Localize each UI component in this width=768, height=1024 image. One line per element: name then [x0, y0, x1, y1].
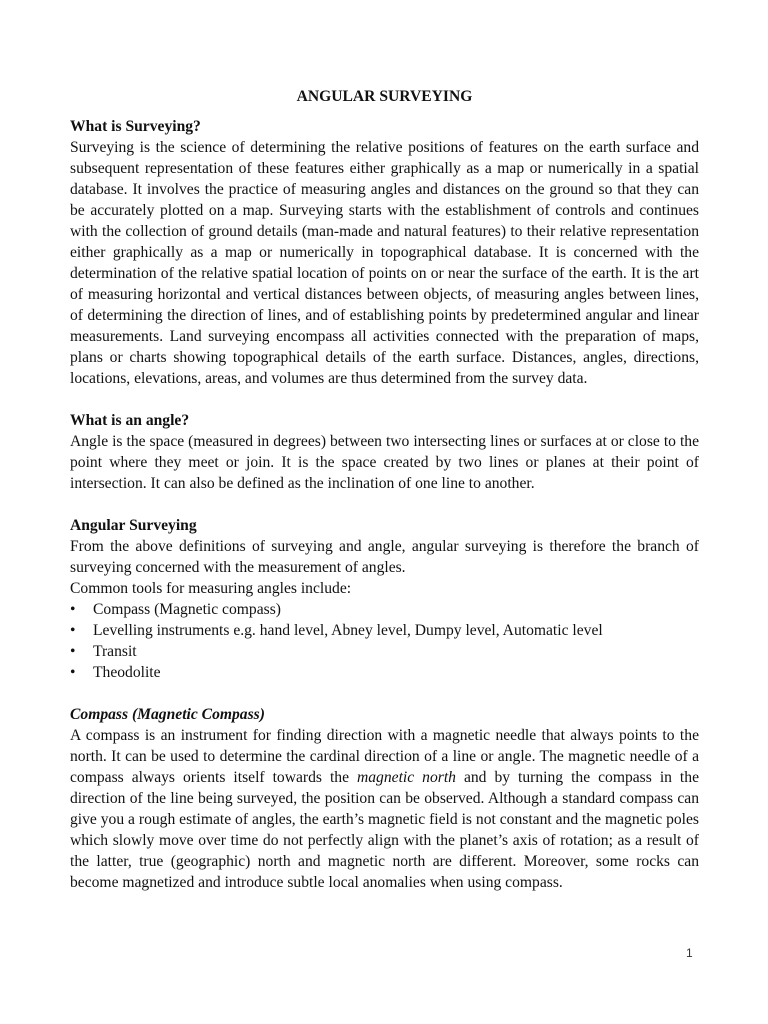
list-item [70, 662, 699, 683]
compass-text-part-2: and by turning the compass in the direction of the line being surveyed, the position can be observed. Although a standard compass can give you a rough estimate of angles, the earth’s magnetic field is not constant and the magnetic poles which slowly move over time do not perfectly align with the planet’s axis of rotation; as a result of the latter, true (geographic) north and magnetic north are different. Moreover, some rocks can become magnetized and introduce subtle local anomalies when using compass. [70, 769, 699, 891]
paragraph-angular-surveying: From the above definitions of surveying and angle, angular surveying is therefore the branch of surveying concerned with the measurement of angles. [70, 538, 699, 576]
section-angular-surveying [70, 515, 699, 683]
section-compass [70, 704, 699, 893]
list-item-text: Theodolite [93, 664, 161, 681]
tools-intro: Common tools for measuring angles include: [70, 580, 352, 597]
compass-text-part-1: A compass is an instrument for finding direction with a magnetic needle that always points to the north. It can be used to determine the cardinal direction of a line or angle. The magnetic needle of a compass always orients itself towards the [70, 727, 699, 786]
section-spacer [70, 494, 699, 515]
list-item-text: Compass (Magnetic compass) [93, 601, 281, 618]
document-title: ANGULAR SURVEYING [296, 88, 473, 105]
heading-angular-surveying: Angular Surveying [70, 517, 197, 534]
heading-what-is-surveying: What is Surveying? [70, 118, 201, 135]
paragraph-compass [70, 725, 699, 893]
document-content [70, 86, 699, 893]
section-what-is-an-angle [70, 410, 699, 494]
tools-list [70, 599, 699, 683]
section-spacer [70, 389, 699, 410]
bullet-icon: • [70, 643, 76, 660]
heading-compass: Compass (Magnetic Compass) [70, 706, 265, 723]
page-number: 1 [686, 946, 693, 960]
section-spacer [70, 683, 699, 704]
bullet-icon: • [70, 664, 76, 681]
list-item [70, 620, 699, 641]
list-item [70, 599, 699, 620]
section-what-is-surveying [70, 116, 699, 389]
list-item-text: Levelling instruments e.g. hand level, Abney level, Dumpy level, Automatic level [93, 622, 603, 639]
list-item [70, 641, 699, 662]
paragraph-angle-definition: Angle is the space (measured in degrees) between two intersecting lines or surfaces at or close to the point where they meet or join. It is the space created by two lines or planes at their point of intersection. It can also be defined as the inclination of one line to another. [70, 433, 699, 492]
paragraph-surveying-definition: Surveying is the science of determining the relative positions of features on the earth surface and subsequent representation of these features either graphically as a map or numerically in a spatial database. It involves the practice of measuring angles and distances on the ground so that they can be accurately plotted on a map. Surveying starts with the establishment of controls and continues with the collection of ground details (man-made and natural features) to their relative representation either graphically as a map or numerically in topographical database. It is concerned with the determination of the relative spatial location of points on or near the surface of the earth. It is the art of measuring horizontal and vertical distances between objects, of measuring angles between lines, of determining the direction of lines, and of establishing points by predetermined angular and linear measurements. Land surveying encompass all activities connected with the preparation of maps, plans or charts showing topographical details of the earth surface. Distances, angles, directions, locations, elevations, areas, and volumes are thus determined from the survey data. [70, 139, 699, 387]
heading-what-is-an-angle: What is an angle? [70, 412, 190, 429]
compass-emphasis-magnetic-north: magnetic north [357, 769, 456, 786]
list-item-text: Transit [93, 643, 137, 660]
bullet-icon: • [70, 601, 76, 618]
bullet-icon: • [70, 622, 76, 639]
